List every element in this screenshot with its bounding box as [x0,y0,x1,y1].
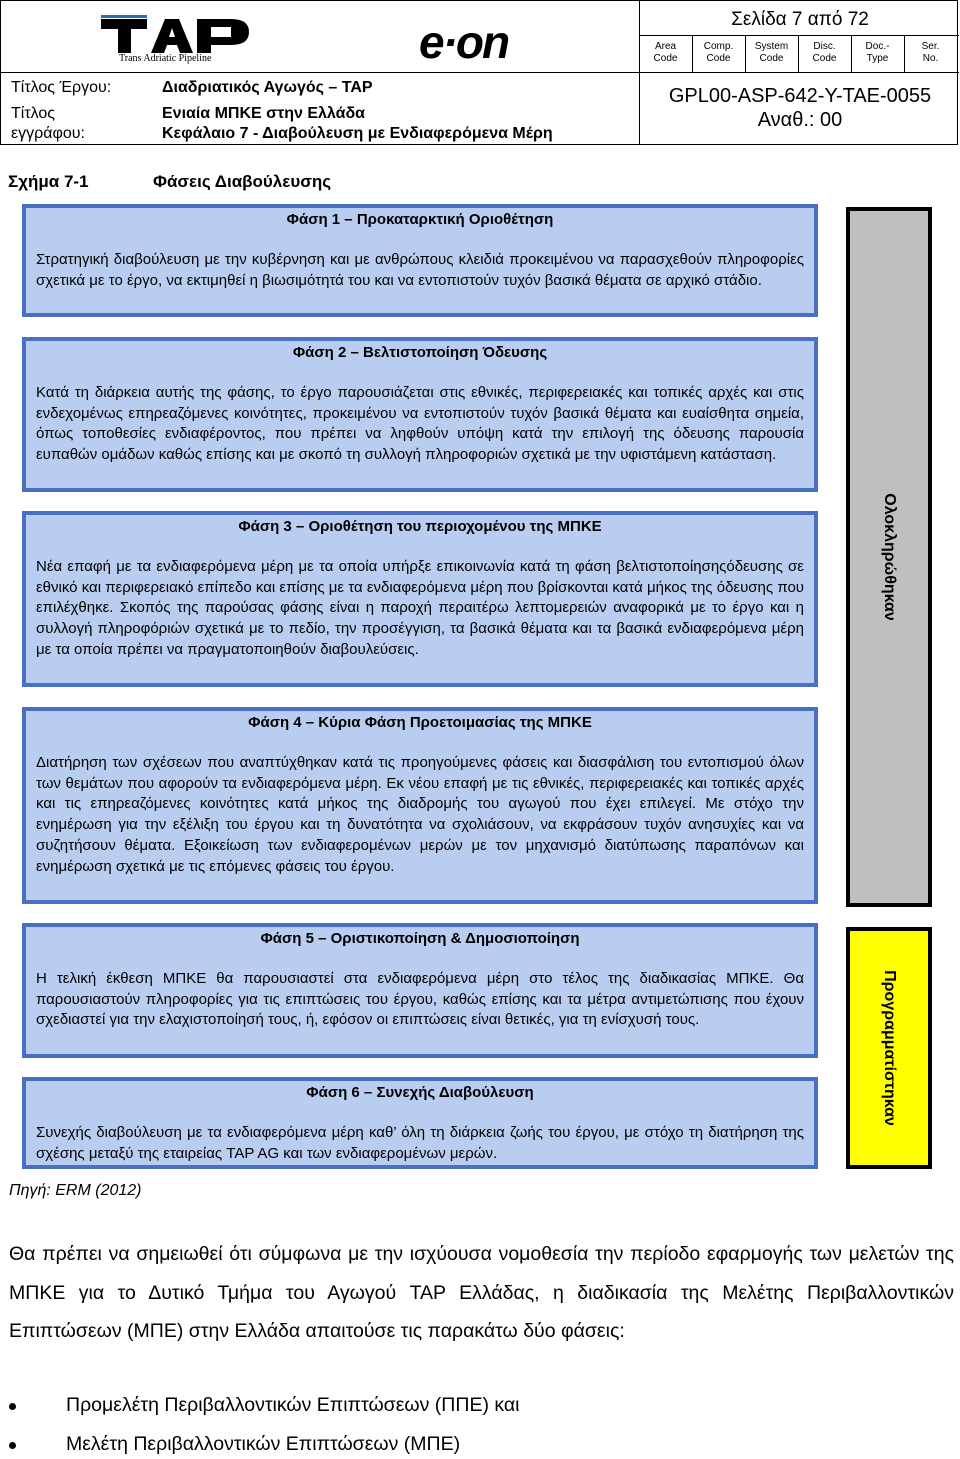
eon-logo: e·on [419,16,509,68]
body-paragraph: Θα πρέπει να σημειωθεί ότι σύμφωνα με την ισχύουσα νομοθεσία την περίοδο εφαρμογής των μελετών της ΜΠΚΕ για το Δυτικό Τμήμα του Αγωγού TAP Ελλάδας, η διαδικασία της Μελέτης Περιβαλλοντικών Επιπτώσεων (ΜΠΕ) στην Ελλάδα απαιτούσε τις παρακάτω δύο φάσεις: [9,1243,954,1342]
phase-description: Συνεχής διαβούλευση με τα ενδιαφερόμενα μέρη καθ’ όλη τη διάρκεια ζωής του έργου, με στόχο τη διατήρηση της σχέσης μεταξύ της εταιρείας TAP AG και των ενδιαφερομένων μερών. [36,1123,804,1162]
page-number: Σελίδα 7 από 72 [731,9,869,30]
phase-description: Στρατηγική διαβούλευση με την κυβέρνηση και με ανθρώπους κλειδιά προκειμένου να παρασχεθούν πληροφορίες σχετικά με το έργο, να εκτιμηθεί η βιωσιμότητά του και να εντοπιστούν τυχόν βασικά θέματα σε αρχικό στάδιο. [36,250,804,289]
document-header [0,0,958,145]
phase-description: Διατήρηση των σχέσεων που αναπτύχθηκαν κατά τις προηγούμενες φάσεις και διασφάλιση του εντοπισμού όλων των θεμάτων που αφορούν τα ενδιαφερόμενα μέρη. Εκ νέου επαφή με τις εθνικές, περιφερειακές και τοπικές αρχές και τις επηρεαζόμενες κοινότητες κατά μήκος της διαδρομής του αγωγού που έχει επιλεγεί. Με στόχο την ενημέρωση για την εξέλιξη του έργου και τη δυνατότητα να σχολιάσουν, να εκφράσουν τυχόν ανησυχίες και να συζητήσουν θέματα. Εξοικείωση των ενδιαφερομένων μερών με τον μηχανισμό διατύπωσης παραπόνων και ενημέρωση σχετικά με τις επόμενες φάσεις του έργου. [36,753,804,875]
document-code: GPL00-ASP-642-Y-TAE-0055 [668,85,932,107]
phase-5-box [22,923,818,1058]
code-ser-no: Ser. No. [921,41,940,64]
figure-source: Πηγή: ERM (2012) [9,1182,142,1199]
bullet-text: Προμελέτη Περιβαλλοντικών Επιπτώσεων (ΠΠΕ) και [66,1394,520,1416]
planned-label: Προγραμματίστηκαν [881,970,898,1126]
phase-title: Φάση 5 – Οριστικοποίηση & Δημοσιοποίηση [260,930,580,947]
phase-description: Κατά τη διάρκεια αυτής της φάσης, το έργο παρουσιάζεται στις εθνικές, περιφερειακές και τοπικές αρχές και στις ενδεχομένως επηρεαζόμενες κοινότητες, προκειμένου να εντοπιστούν τυχόν βασικά θέματα και ευαίσθητα σημεία, όπως τοποθεσίες ενδιαφέροντος, που πρέπει να ληφθούν υπόψη κατά την επιλογή της όδευσης παρουσία ευπαθών ομάδων καθώς επίσης και με σκοπό τη συλλογή πληροφοριών σχετικά με την υφιστάμενη κατάσταση. [36,383,804,464]
phase-3-box [22,511,818,687]
figure-title: Φάσεις Διαβούλευσης [153,172,332,191]
phase-1-box [22,204,818,317]
phase-title: Φάση 3 – Οριοθέτηση του περιοχομένου της ΜΠΚΕ [238,518,602,535]
document-title-value: Ενιαία ΜΠΚΕ στην Ελλάδα [162,105,365,122]
code-disc: Disc. Code [812,41,837,64]
code-doc-type: Doc.- Type [865,41,890,64]
phase-title: Φάση 4 – Κύρια Φάση Προετοιμασίας της ΜΠΚΕ [248,714,592,731]
phase-2-box [22,337,818,492]
phase-description: Η τελική έκθεση ΜΠΚΕ θα παρουσιαστεί στα ενδιαφερόμενα μέρη στο τέλος της διαδικασίας ΜΠΚΕ. Θα παρουσιαστούν πληροφορίες για τις επιπτώσεις του έργου, καθώς επίσης και τα μέτρα αντιμετώπισης που έχουν σχεδιαστεί για την ελαχιστοποίησή τους, ή, εφόσον οι επιπτώσεις είναι θετικές, για τη ενίσχυσή τους. [36,969,804,1029]
bullet-text: Μελέτη Περιβαλλοντικών Επιπτώσεων (ΜΠΕ) [66,1433,461,1455]
chapter-title-value: Κεφάλαιο 7 - Διαβούλευση με Ενδιαφερόμενα Μέρη [162,125,553,142]
code-system: System Code [754,41,789,64]
phase-title: Φάση 6 – Συνεχής Διαβούλευση [306,1084,534,1101]
header-divider [639,35,959,36]
bullet-dot [9,1442,16,1449]
figure-number: Σχήμα 7-1 [8,172,89,191]
phase-4-box [22,707,818,904]
bullet-dot [9,1403,16,1410]
header-divider [639,72,959,73]
completed-phases-bar [846,207,932,907]
phase-6-box [22,1077,818,1169]
header-divider [1,72,639,73]
phase-description: Νέα επαφή με τα ενδιαφερόμενα μέρη με τα οποία υπήρξε επικοινωνία κατά τη φάση βελτιστοποίησηςόδευσης σε εθνικό και περιφερειακό επίπεδο και επίσης με τα ενδιαφερόμενα μέρη που βρίσκονται κατά μήκος της όδευσης που επιλέχθηκε. Σκοπός της παρούσας φάσης είναι η παροχή περαιτέρω λεπτομερειών αναφορικά με το έργο και η συλλογή πληροφόριών σχετικά με το πεδίο, την προσέγγιση, τα βασικά θέματα και τα βασικά ενδιαφερόμενα μέρη με τα οποία πρέπει να πραγματοποιηθούν διαβουλεύσεις. [36,557,804,658]
document-title-label: Τίτλος [11,105,56,122]
code-comp: Comp. Code [703,41,734,64]
project-title-value: Διαδριατικός Αγωγός – TAP [162,79,373,96]
document-title-label: εγγράφου: [11,125,85,142]
planned-phases-bar [846,927,932,1169]
tap-logo-subtitle: Trans Adriatic Pipeline [119,53,212,64]
phase-title: Φάση 2 – Βελτιστοποίηση Όδευσης [292,344,548,361]
completed-label: Ολοκληρώθηκαν [881,493,898,621]
revision: Αναθ.: 00 [757,109,843,131]
phase-title: Φάση 1 – Προκαταρκτική Οριοθέτηση [286,211,554,228]
project-title-label: Τίτλος Έργου: [11,79,112,96]
code-area: Area Code [653,41,678,64]
